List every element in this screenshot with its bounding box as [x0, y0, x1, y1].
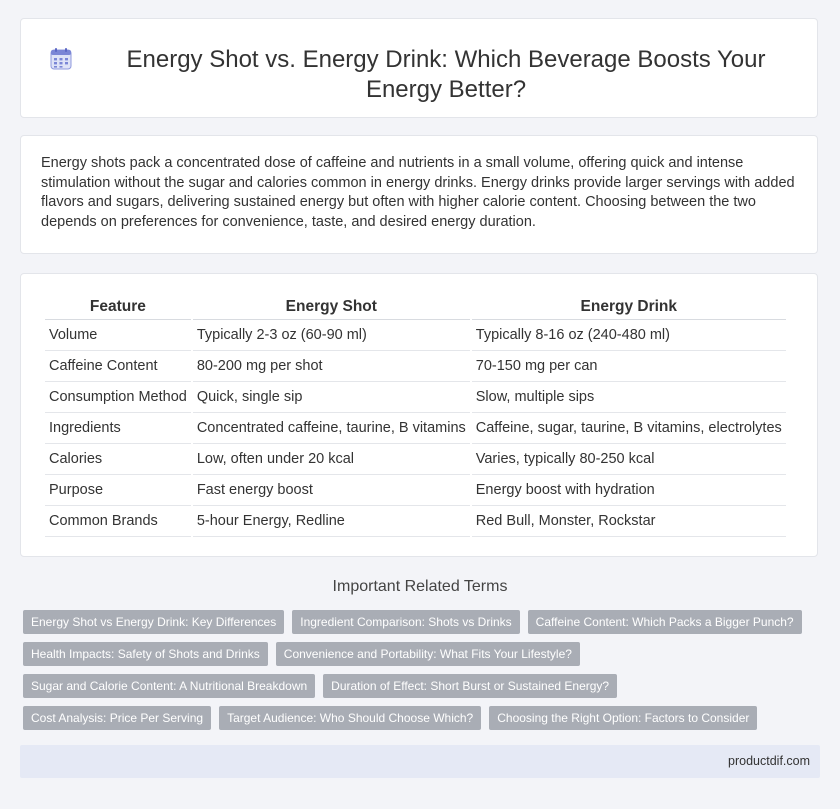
table-row — [45, 475, 786, 506]
table-cell: Common Brands — [45, 506, 191, 537]
table-row — [45, 351, 786, 382]
table-row — [45, 444, 786, 475]
header-card — [20, 18, 818, 118]
calendar-icon — [49, 47, 73, 71]
related-term-tag[interactable]: Target Audience: Who Should Choose Which? — [219, 706, 481, 730]
table-cell: Concentrated caffeine, taurine, B vitamins — [193, 413, 470, 444]
table-cell: Red Bull, Monster, Rockstar — [472, 506, 786, 537]
table-cell: Ingredients — [45, 413, 191, 444]
related-term-tag[interactable]: Caffeine Content: Which Packs a Bigger Punch? — [528, 610, 802, 634]
table-cell: Quick, single sip — [193, 382, 470, 413]
column-header: Energy Shot — [193, 294, 470, 320]
footer — [20, 745, 820, 778]
table-cell: Consumption Method — [45, 382, 191, 413]
table-cell: Typically 8-16 oz (240-480 ml) — [472, 320, 786, 351]
table-cell: Calories — [45, 444, 191, 475]
table-cell: 5-hour Energy, Redline — [193, 506, 470, 537]
table-cell: Caffeine, sugar, taurine, B vitamins, electrolytes — [472, 413, 786, 444]
table-header-row — [45, 294, 786, 320]
footer-site-link[interactable]: productdif.com — [728, 754, 810, 768]
table-cell: Volume — [45, 320, 191, 351]
related-term-tag[interactable]: Choosing the Right Option: Factors to Consider — [489, 706, 757, 730]
table-cell: Caffeine Content — [45, 351, 191, 382]
intro-text: Energy shots pack a concentrated dose of caffeine and nutrients in a small volume, offering quick and intense stimulation without the sugar and calories common in energy drinks. Energy drinks provide larger servings with added flavors and sugars, delivering sustained energy but often with higher calorie content. Choosing between the two depends on preferences for convenience, taste, and desired energy duration. — [41, 155, 795, 230]
column-header: Energy Drink — [472, 294, 786, 320]
table-row — [45, 382, 786, 413]
table-row — [45, 506, 786, 537]
related-terms-title: Important Related Terms — [332, 578, 508, 595]
table-cell: 70-150 mg per can — [472, 351, 786, 382]
table-cell: Slow, multiple sips — [472, 382, 786, 413]
related-term-tag[interactable]: Cost Analysis: Price Per Serving — [23, 706, 211, 730]
comparison-table — [43, 294, 788, 537]
table-cell: Low, often under 20 kcal — [193, 444, 470, 475]
comparison-table-card — [20, 273, 818, 557]
table-cell: Varies, typically 80-250 kcal — [472, 444, 786, 475]
table-cell: Purpose — [45, 475, 191, 506]
table-row — [45, 320, 786, 351]
table-cell: Energy boost with hydration — [472, 475, 786, 506]
related-term-tag[interactable]: Energy Shot vs Energy Drink: Key Differences — [23, 610, 284, 634]
table-cell: Fast energy boost — [193, 475, 470, 506]
related-term-tag[interactable]: Health Impacts: Safety of Shots and Drinks — [23, 642, 268, 666]
intro-card — [20, 135, 818, 254]
related-term-tag[interactable]: Sugar and Calorie Content: A Nutritional Breakdown — [23, 674, 315, 698]
table-cell: Typically 2-3 oz (60-90 ml) — [193, 320, 470, 351]
related-term-tag[interactable]: Convenience and Portability: What Fits Your Lifestyle? — [276, 642, 580, 666]
related-terms-list — [23, 610, 813, 730]
related-term-tag[interactable]: Ingredient Comparison: Shots vs Drinks — [292, 610, 519, 634]
table-row — [45, 413, 786, 444]
page-title: Energy Shot vs. Energy Drink: Which Beverage Boosts Your Energy Better? — [126, 46, 766, 103]
table-cell: 80-200 mg per shot — [193, 351, 470, 382]
related-term-tag[interactable]: Duration of Effect: Short Burst or Sustained Energy? — [323, 674, 617, 698]
column-header: Feature — [45, 294, 191, 320]
